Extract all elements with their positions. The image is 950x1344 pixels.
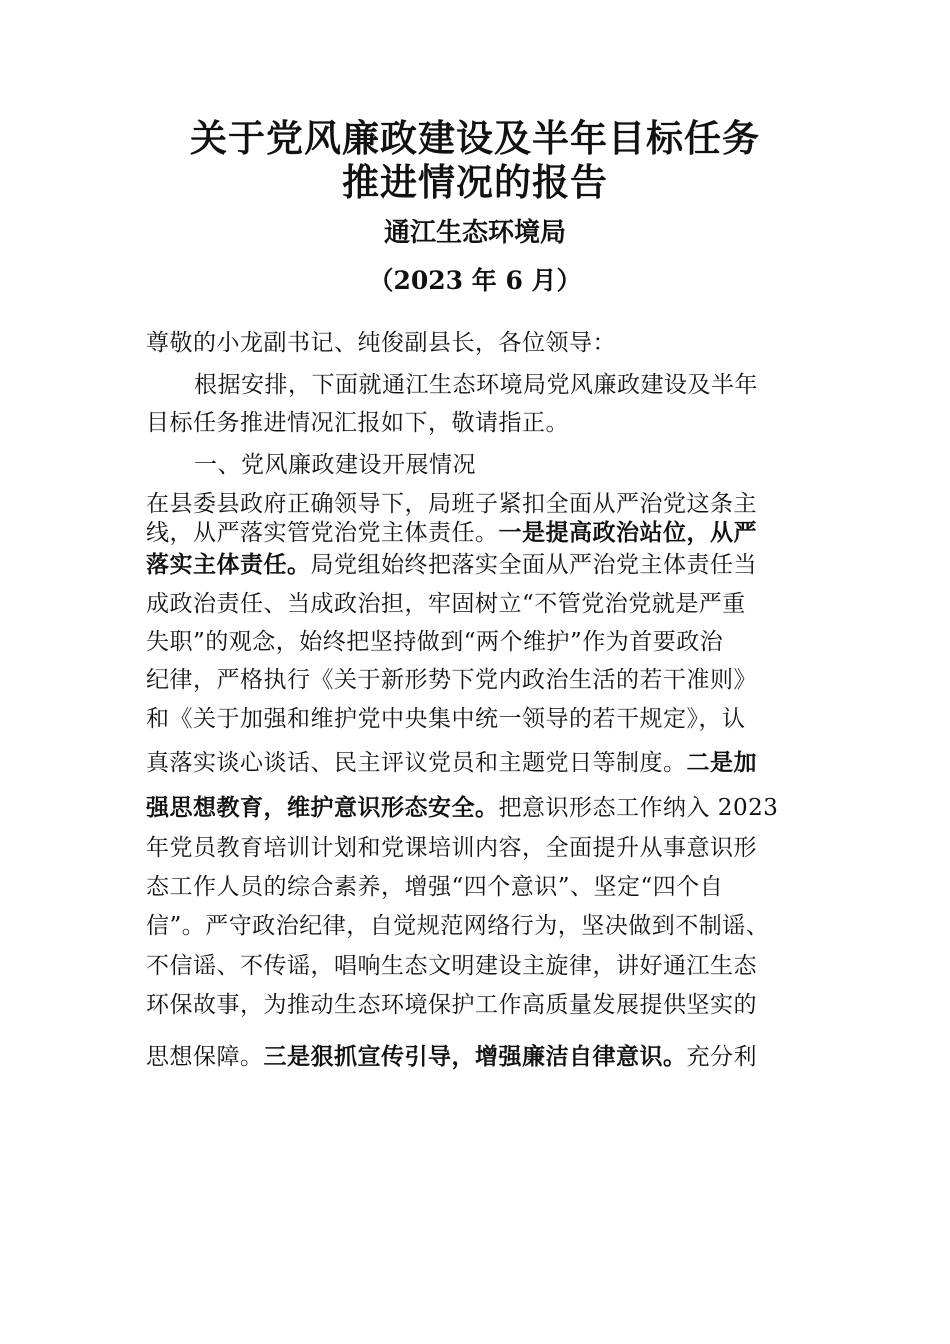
paragraph-line: 成政治责任、当成政治担，牢固树立“不管党治党就是严重 <box>146 591 746 617</box>
paragraph-line <box>146 1040 757 1074</box>
paragraph-text: 充分利 <box>686 1044 757 1070</box>
paragraph-text: 思想保障。 <box>146 1044 264 1070</box>
paragraph-line: 环保故事，为推动生态环境保护工作高质量发展提供坚实的 <box>146 992 757 1018</box>
paragraph-line: 信”。严守政治纪律，自觉规范网络行为，坚决做到不制谣、 <box>146 913 770 939</box>
paragraph-line: 纪律，严格执行《关于新形势下党内政治生活的若干准则》 <box>146 667 757 693</box>
paragraph-line <box>146 791 778 825</box>
paragraph-line: 在县委县政府正确领导下，局班子紧扣全面从严治党这条主 <box>146 491 757 517</box>
report-title-line-1: 关于党风廉政建设及半年目标任务 <box>190 116 760 160</box>
intro-line-2: 目标任务推进情况汇报如下，敬请指正。 <box>146 410 569 436</box>
paragraph-text: 真落实谈心谈话、民主评议党员和主题党日等制度。 <box>146 750 687 776</box>
report-title-line-2: 推进情况的报告 <box>342 160 608 204</box>
salutation: 尊敬的小龙副书记、纯俊副县长，各位领导： <box>146 330 616 356</box>
report-date: （2023 年 6 月） <box>368 266 582 295</box>
bold-point-2: 二是加 <box>686 750 757 776</box>
paragraph-line: 年党员教育培训计划和党课培训内容，全面提升从事意识形 <box>146 835 757 861</box>
paragraph-line <box>146 516 757 550</box>
paragraph-line: 不信谣、不传谣，唱响生态文明建设主旋律，讲好通江生态 <box>146 953 757 979</box>
paragraph-text: 线，从严落实管党治党主体责任。 <box>146 520 499 546</box>
bold-point-3: 三是狠抓宣传引导，增强廉洁自律意识。 <box>263 1044 687 1070</box>
bold-point-1: 一是提高政治站位，从严 <box>498 520 757 546</box>
paragraph-text: 把意识形态工作纳入 2023 <box>498 795 779 821</box>
paragraph-line <box>146 548 757 582</box>
intro-line-1: 根据安排，下面就通江生态环境局党风廉政建设及半年 <box>194 372 758 398</box>
section-1-heading: 一、党风廉政建设开展情况 <box>194 452 476 478</box>
paragraph-line: 态工作人员的综合素养，增强“四个意识”、坚定“四个自 <box>146 874 724 900</box>
paragraph-line <box>146 746 757 780</box>
bold-point-2-end: 强思想教育，维护意识形态安全。 <box>146 795 499 821</box>
bold-point-1-end: 落实主体责任。 <box>146 552 311 578</box>
paragraph-line: 失职”的观念，始终把坚持做到“两个维护”作为首要政治 <box>146 629 724 655</box>
paragraph-text: 局党组始终把落实全面从严治党主体责任当 <box>310 552 757 578</box>
paragraph-line: 和《关于加强和维护党中央集中统一领导的若干规定》，认 <box>146 706 746 732</box>
organization-name: 通江生态环境局 <box>383 218 566 248</box>
